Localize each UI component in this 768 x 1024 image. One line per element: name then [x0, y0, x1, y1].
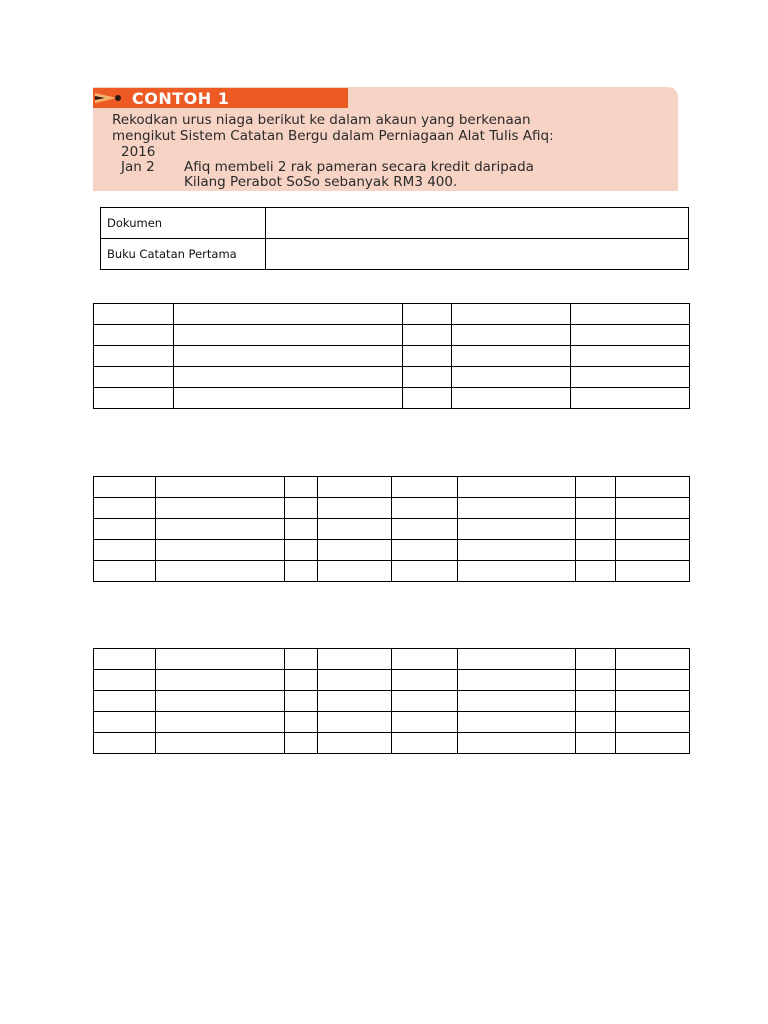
example-text-line-2: mengikut Sistem Catatan Bergu dalam Perniagaan Alat Tulis Afiq: — [112, 128, 554, 144]
table-cell[interactable] — [571, 325, 690, 346]
table-row — [101, 208, 689, 239]
table-cell[interactable] — [94, 670, 156, 691]
table-cell[interactable] — [576, 477, 616, 498]
table-row — [94, 325, 690, 346]
ledger-table-2 — [93, 648, 690, 754]
journal-table-body — [94, 304, 690, 409]
first-record-book-label: Buku Catatan Pertama — [101, 239, 266, 270]
table-cell[interactable] — [392, 540, 458, 561]
table-cell[interactable] — [285, 649, 318, 670]
table-cell[interactable] — [318, 477, 392, 498]
table-row — [94, 649, 690, 670]
document-value-cell[interactable] — [266, 208, 689, 239]
example-year: 2016 — [121, 144, 156, 160]
table-cell[interactable] — [318, 519, 392, 540]
table-cell[interactable] — [174, 304, 403, 325]
table-cell[interactable] — [576, 540, 616, 561]
table-cell[interactable] — [94, 561, 156, 582]
table-cell[interactable] — [174, 388, 403, 409]
table-cell[interactable] — [392, 670, 458, 691]
table-row — [94, 477, 690, 498]
table-cell[interactable] — [616, 519, 690, 540]
table-cell[interactable] — [156, 649, 285, 670]
table-cell[interactable] — [156, 670, 285, 691]
table-cell[interactable] — [285, 477, 318, 498]
table-cell[interactable] — [452, 304, 571, 325]
table-cell[interactable] — [392, 519, 458, 540]
table-cell[interactable] — [392, 498, 458, 519]
example-transaction-line-1: Afiq membeli 2 rak pameran secara kredit daripada — [184, 159, 534, 175]
table-cell[interactable] — [458, 498, 576, 519]
table-cell[interactable] — [616, 540, 690, 561]
table-cell[interactable] — [156, 712, 285, 733]
table-cell[interactable] — [94, 712, 156, 733]
table-cell[interactable] — [458, 649, 576, 670]
table-cell[interactable] — [452, 367, 571, 388]
table-row — [94, 691, 690, 712]
table-cell[interactable] — [392, 733, 458, 754]
table-cell[interactable] — [156, 691, 285, 712]
table-cell[interactable] — [318, 670, 392, 691]
table-row — [94, 388, 690, 409]
table-cell[interactable] — [174, 325, 403, 346]
table-cell[interactable] — [576, 712, 616, 733]
table-cell[interactable] — [452, 325, 571, 346]
table-row — [94, 519, 690, 540]
table-cell[interactable] — [452, 388, 571, 409]
table-cell[interactable] — [94, 691, 156, 712]
table-cell[interactable] — [174, 346, 403, 367]
table-cell[interactable] — [576, 649, 616, 670]
example-text-line-1: Rekodkan urus niaga berikut ke dalam akaun yang berkenaan — [112, 112, 531, 128]
table-row — [94, 540, 690, 561]
table-cell[interactable] — [156, 519, 285, 540]
table-cell[interactable] — [156, 540, 285, 561]
table-cell[interactable] — [318, 649, 392, 670]
example-box — [93, 87, 678, 191]
table-row — [94, 304, 690, 325]
table-cell[interactable] — [285, 498, 318, 519]
table-cell[interactable] — [576, 561, 616, 582]
table-cell[interactable] — [94, 519, 156, 540]
table-cell[interactable] — [571, 304, 690, 325]
table-cell[interactable] — [616, 712, 690, 733]
table-cell[interactable] — [318, 691, 392, 712]
table-row — [94, 346, 690, 367]
document-label: Dokumen — [101, 208, 266, 239]
example-title-tab — [93, 88, 348, 108]
table-cell[interactable] — [616, 670, 690, 691]
table-cell[interactable] — [392, 477, 458, 498]
table-cell[interactable] — [616, 733, 690, 754]
ledger-table-1 — [93, 476, 690, 582]
pencil-icon — [95, 91, 123, 105]
table-cell[interactable] — [318, 561, 392, 582]
table-row — [101, 239, 689, 270]
ledger-table-2-body — [94, 649, 690, 754]
table-cell[interactable] — [576, 498, 616, 519]
table-cell[interactable] — [403, 346, 452, 367]
table-cell[interactable] — [576, 519, 616, 540]
table-cell[interactable] — [458, 712, 576, 733]
table-cell[interactable] — [285, 670, 318, 691]
table-cell[interactable] — [403, 388, 452, 409]
table-cell[interactable] — [458, 477, 576, 498]
table-row — [94, 670, 690, 691]
table-cell[interactable] — [285, 733, 318, 754]
table-cell[interactable] — [616, 477, 690, 498]
table-cell[interactable] — [318, 540, 392, 561]
table-cell[interactable] — [458, 519, 576, 540]
table-row — [94, 367, 690, 388]
table-cell[interactable] — [285, 519, 318, 540]
table-cell[interactable] — [94, 304, 174, 325]
table-cell[interactable] — [616, 649, 690, 670]
table-row — [94, 712, 690, 733]
first-record-book-value-cell[interactable] — [266, 239, 689, 270]
document-info-table — [100, 207, 689, 270]
table-cell[interactable] — [403, 304, 452, 325]
example-transaction-line-2: Kilang Perabot SoSo sebanyak RM3 400. — [184, 174, 458, 190]
ledger-table-1-body — [94, 477, 690, 582]
table-row — [94, 733, 690, 754]
table-cell[interactable] — [285, 561, 318, 582]
table-cell[interactable] — [616, 561, 690, 582]
table-cell[interactable] — [156, 561, 285, 582]
table-cell[interactable] — [285, 540, 318, 561]
table-cell[interactable] — [94, 388, 174, 409]
table-cell[interactable] — [156, 733, 285, 754]
table-cell[interactable] — [392, 649, 458, 670]
table-cell[interactable] — [94, 367, 174, 388]
table-cell[interactable] — [94, 477, 156, 498]
table-cell[interactable] — [576, 670, 616, 691]
table-cell[interactable] — [458, 691, 576, 712]
table-cell[interactable] — [571, 388, 690, 409]
table-cell[interactable] — [571, 346, 690, 367]
table-cell[interactable] — [94, 346, 174, 367]
table-cell[interactable] — [616, 691, 690, 712]
table-cell[interactable] — [571, 367, 690, 388]
table-cell[interactable] — [94, 498, 156, 519]
table-cell[interactable] — [458, 670, 576, 691]
journal-table — [93, 303, 690, 409]
table-cell[interactable] — [616, 498, 690, 519]
table-cell[interactable] — [392, 691, 458, 712]
table-cell[interactable] — [94, 649, 156, 670]
example-date: Jan 2 — [121, 159, 155, 175]
example-title: CONTOH 1 — [132, 89, 230, 108]
table-cell[interactable] — [452, 346, 571, 367]
table-cell[interactable] — [576, 733, 616, 754]
table-cell[interactable] — [318, 712, 392, 733]
table-cell[interactable] — [318, 733, 392, 754]
table-cell[interactable] — [94, 325, 174, 346]
table-cell[interactable] — [94, 540, 156, 561]
table-cell[interactable] — [458, 540, 576, 561]
table-cell[interactable] — [392, 712, 458, 733]
table-cell[interactable] — [403, 367, 452, 388]
table-row — [94, 561, 690, 582]
table-cell[interactable] — [174, 367, 403, 388]
table-cell[interactable] — [458, 561, 576, 582]
table-row — [94, 498, 690, 519]
table-cell[interactable] — [156, 498, 285, 519]
table-cell[interactable] — [318, 498, 392, 519]
table-cell[interactable] — [285, 712, 318, 733]
table-cell[interactable] — [458, 733, 576, 754]
table-cell[interactable] — [285, 691, 318, 712]
table-cell[interactable] — [94, 733, 156, 754]
table-cell[interactable] — [576, 691, 616, 712]
table-cell[interactable] — [403, 325, 452, 346]
table-cell[interactable] — [392, 561, 458, 582]
table-cell[interactable] — [156, 477, 285, 498]
